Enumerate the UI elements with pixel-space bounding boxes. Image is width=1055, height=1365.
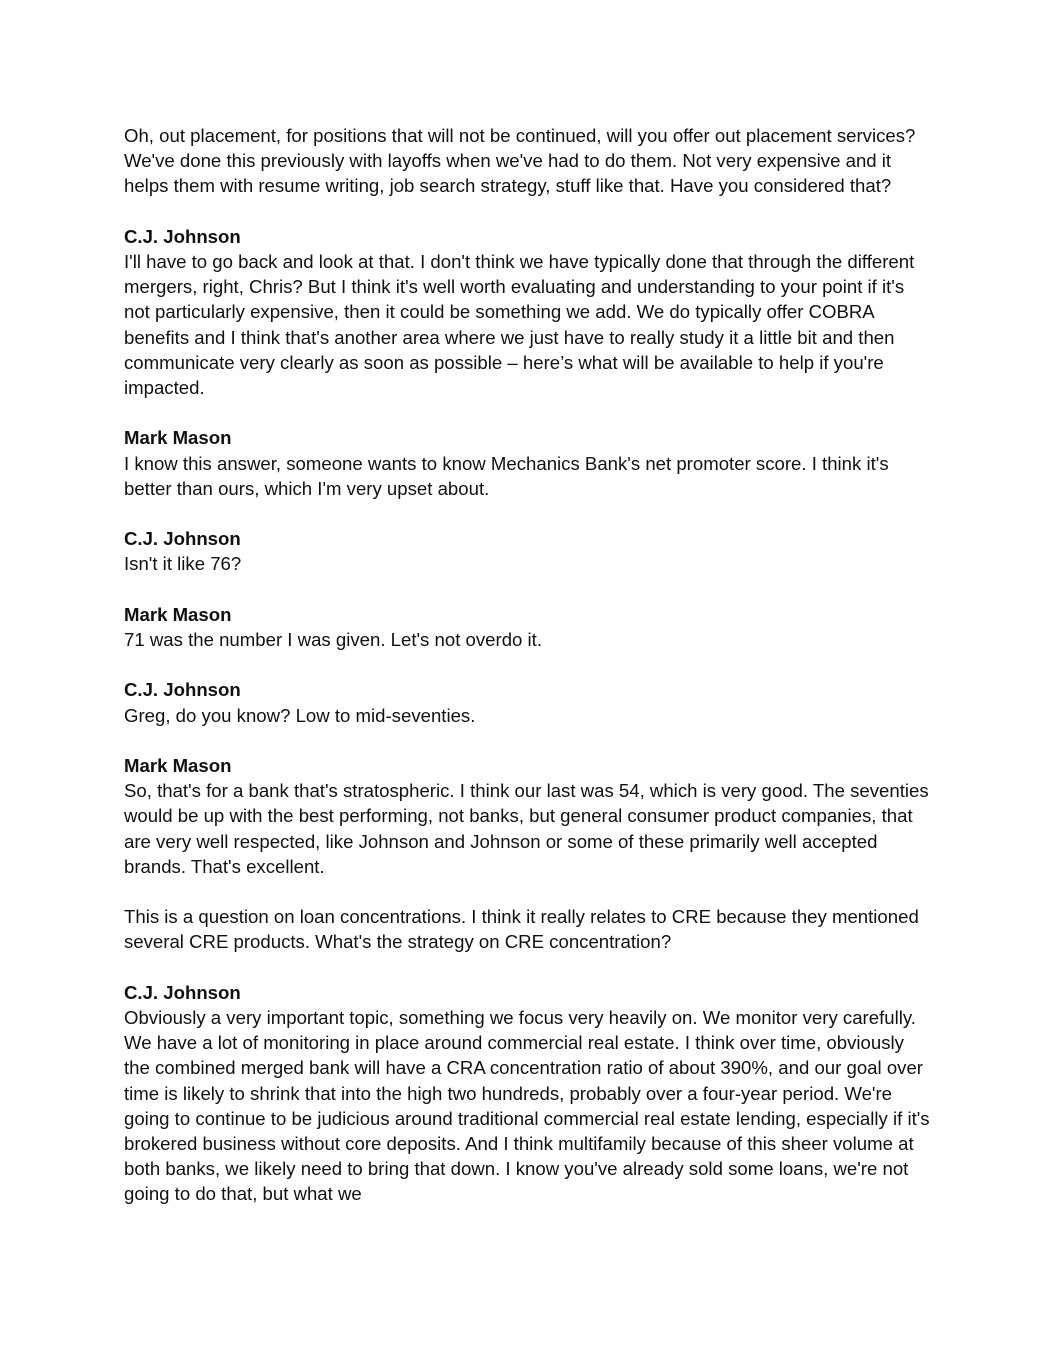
transcript-text: I know this answer, someone wants to know Mechanics Bank's net promoter score. I think it's better than ours, which I'm very upset about. — [124, 452, 889, 499]
transcript-block — [124, 904, 934, 954]
transcript-text: I'll have to go back and look at that. I don't think we have typically done that through the different mergers, right, Chris? But I think it's well worth evaluating and understanding to your point if it's not particularly expensive, then it could be something we add. We do typically offer COBRA benefits and I think that's another area where we just have to really study it a little bit and then communicate very clearly as soon as possible – here’s what will be available to help if you're impacted. — [124, 251, 915, 399]
transcript-block — [124, 677, 934, 727]
transcript-text: 71 was the number I was given. Let's not overdo it. — [124, 629, 543, 650]
transcript-text: So, that's for a bank that's stratospheric. I think our last was 54, which is very good. The seventies would be up with the best performing, not banks, but general consumer product companies, that are very well respected, like Johnson and Johnson or some of these primarily well accepted brands. That's excellent. — [124, 780, 929, 877]
document-page — [124, 123, 934, 1232]
transcript-block — [124, 753, 934, 879]
speaker-name: C.J. Johnson — [124, 679, 241, 701]
transcript-text: Oh, out placement, for positions that will not be continued, will you offer out placement services? We've done this previously with layoffs when we've had to do them. Not very expensive and it helps them with resume writing, job search strategy, stuff like that. Have you considered that? — [124, 125, 916, 197]
transcript-text: Obviously a very important topic, something we focus very heavily on. We monitor very carefully. We have a lot of monitoring in place around commercial real estate. I think over time, obviously the combined merged bank will have a CRA concentration ratio of about 390%, and our goal over time is likely to shrink that into the high two hundreds, probably over a four-year period. We're going to continue to be judicious around traditional commercial real estate lending, especially if it's brokered business without core deposits. And I think multifamily because of this sheer volume at both banks, we likely need to bring that down. I know you've already sold some loans, we're not going to do that, but what we — [124, 1006, 930, 1205]
transcript-text: Greg, do you know? Low to mid-seventies. — [124, 704, 476, 726]
speaker-name: C.J. Johnson — [124, 528, 241, 550]
transcript-block — [124, 123, 934, 199]
transcript-block — [124, 224, 934, 400]
speaker-name: Mark Mason — [124, 603, 232, 625]
transcript-text: This is a question on loan concentrations. I think it really relates to CRE because they mentioned several CRE products. What's the strategy on CRE concentration? — [124, 906, 919, 953]
transcript-block — [124, 425, 934, 501]
transcript-block — [124, 602, 934, 652]
transcript-block — [124, 980, 934, 1207]
speaker-name: C.J. Johnson — [124, 981, 241, 1003]
transcript-block — [124, 526, 934, 576]
speaker-name: C.J. Johnson — [124, 225, 241, 247]
transcript-text: Isn't it like 76? — [124, 553, 242, 575]
speaker-name: Mark Mason — [124, 427, 232, 449]
speaker-name: Mark Mason — [124, 754, 232, 776]
